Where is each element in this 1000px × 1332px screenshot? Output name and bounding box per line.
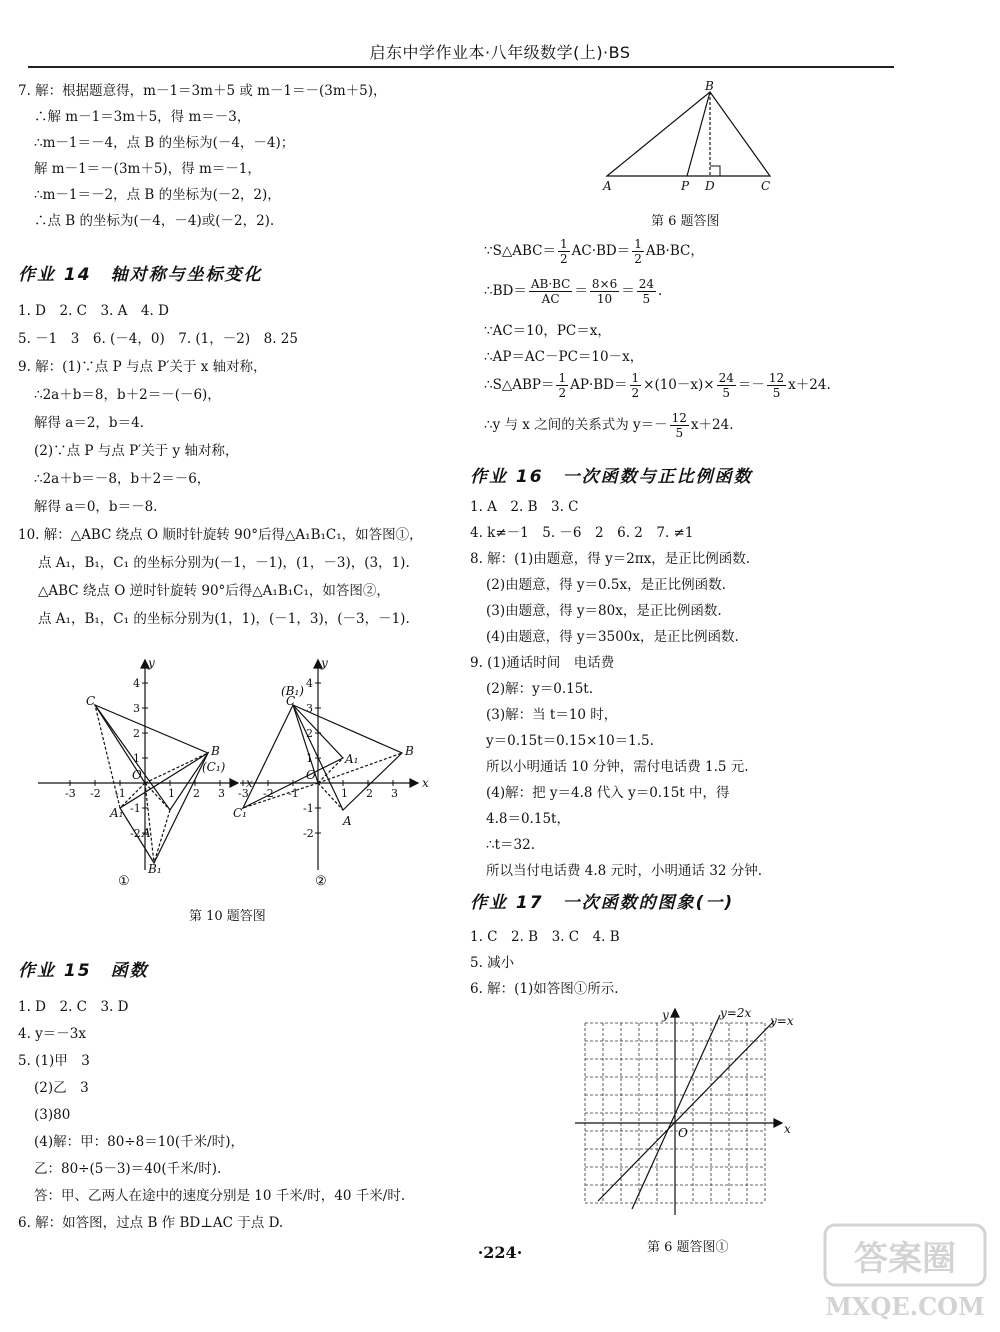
half-frac-1: $\frac{1}{2}$ — [559, 237, 568, 266]
svg-text:3: 3 — [133, 702, 140, 715]
fig17-caption: 第 6 题答图① — [647, 1240, 729, 1255]
s16-line-12: (4)解：把 y＝4.8 代入 y＝0.15t 中，得 — [486, 785, 730, 801]
svg-text:B₁: B₁ — [148, 862, 162, 876]
calc-line-4: ∴AP＝AC－PC＝10－x， — [484, 349, 644, 365]
figure-10 — [30, 655, 430, 890]
svg-text:O: O — [132, 768, 142, 782]
s16-line-3: 8. 解：(1)由题意，得 y＝2πx，是正比例函数. — [470, 551, 751, 567]
svg-text:-2: -2 — [263, 787, 274, 800]
svg-text:y: y — [321, 656, 328, 670]
svg-text:1: 1 — [133, 752, 140, 765]
svg-text:C₁: C₁ — [233, 806, 247, 820]
fig10-label-1: ① — [118, 874, 130, 889]
running-header: 启东中学作业本·八年级数学(上)·BS — [369, 43, 631, 62]
svg-text:C: C — [86, 694, 96, 708]
svg-text:-1: -1 — [303, 802, 314, 815]
q7-line-3: ∴m－1＝－4，点 B 的坐标为(－4，－4)； — [34, 135, 295, 151]
svg-text:O: O — [306, 768, 316, 782]
svg-text:-1: -1 — [288, 787, 299, 800]
section-14-title: 作业 14 轴对称与坐标变化 — [18, 265, 263, 285]
fig17-label-yx: y=x — [770, 1014, 794, 1028]
q7-line-4: 解 m－1＝－(3m＋5)，得 m＝－1， — [34, 161, 261, 177]
s15-line-6: (4)解：甲：80÷8＝10(千米/时)， — [34, 1134, 244, 1150]
s16-line-7: 9. (1)通话时间 电话费 — [470, 655, 615, 671]
s17-line-3: 6. 解：(1)如答图①所示. — [470, 981, 619, 997]
svg-text:-2: -2 — [130, 827, 141, 840]
calc-1-pre: ∵S△ABC＝ — [484, 243, 556, 259]
s14-line-8: 解得 a＝0，b＝－8. — [34, 499, 158, 515]
svg-text:4: 4 — [133, 677, 140, 690]
svg-text:答案圈: 答案圈 — [854, 1239, 956, 1279]
s16-line-15: 所以当付电话费 4.8 元时，小明通话 32 分钟. — [486, 863, 763, 879]
s14-line-6: (2)∵点 P 与点 P′关于 y 轴对称， — [34, 443, 239, 459]
svg-text:-1: -1 — [130, 802, 141, 815]
s16-line-5: (3)由题意，得 y＝80x，是正比例函数. — [486, 603, 722, 619]
s14-line-12: 点 A₁，B₁，C₁ 的坐标分别为(1，1)，(－1，3)，(－3，－1). — [38, 611, 410, 627]
fig6-point-A: A — [603, 179, 612, 193]
svg-text:-3: -3 — [65, 787, 76, 800]
figure-17-grid — [570, 1005, 800, 1220]
fig10-label-2: ② — [315, 874, 327, 889]
s14-line-7: ∴2a＋b＝－8，b＋2＝－6， — [34, 471, 211, 487]
s14-line-1: 1. D 2. C 3. A 4. D — [18, 303, 169, 319]
s16-line-9: (3)解：当 t＝10 时， — [486, 707, 618, 723]
figure-6 — [595, 78, 785, 198]
calc-line-6: ∴y 与 x 之间的关系式为 y＝－ $\frac{12}{5}$ x＋24. — [484, 411, 734, 440]
fig6-point-B: B — [705, 79, 714, 93]
svg-text:2: 2 — [366, 787, 373, 800]
header-rule — [28, 66, 894, 68]
svg-text:1: 1 — [341, 787, 348, 800]
s15-line-7: 乙：80÷(5－3)＝40(千米/时). — [34, 1161, 222, 1177]
s16-line-2: 4. k≠－1 5. －6 2 6. 2 7. ≠1 — [470, 525, 694, 541]
svg-text:2: 2 — [133, 727, 140, 740]
fig17-label-y2x: y=2x — [720, 1006, 752, 1020]
svg-text:y: y — [148, 656, 155, 670]
s16-line-11: 所以小明通话 10 分钟，需付电话费 1.5 元. — [486, 759, 749, 775]
fig6-point-D: D — [705, 179, 715, 193]
half-frac-2: $\frac{1}{2}$ — [634, 237, 642, 266]
fig17-axis-y: y — [662, 1008, 669, 1022]
svg-text:A₁: A₁ — [345, 752, 359, 766]
s14-line-10: 点 A₁，B₁，C₁ 的坐标分别为(－1，－1)，(1，－3)，(3，1). — [38, 555, 410, 571]
fig6-caption: 第 6 题答图 — [651, 214, 720, 229]
svg-text:A₁: A₁ — [110, 806, 124, 820]
s15-line-8: 答：甲、乙两人在途中的速度分别是 10 千米/时，40 千米/时. — [34, 1188, 406, 1204]
q7-line-2: ∴解 m－1＝3m＋5，得 m＝－3， — [34, 109, 251, 125]
section-17-title: 作业 17 一次函数的图象(一) — [470, 893, 735, 913]
svg-text:A: A — [343, 814, 352, 828]
s14-line-3: 9. 解：(1)∵点 P 与点 P′关于 x 轴对称， — [18, 359, 267, 375]
svg-text:3: 3 — [218, 787, 225, 800]
calc-line-2: ∴BD＝ $\frac{AB\cdot BC}{AC}$ ＝ $\frac{8\times 6}{10}$ ＝ $\frac{24}{5}$ . — [484, 277, 663, 306]
q7-line-5: ∴m－1＝－2，点 B 的坐标为(－2，2)， — [34, 187, 281, 203]
svg-text:B: B — [211, 744, 220, 758]
q7-line-6: ∴点 B 的坐标为(－4，－4)或(－2，2). — [34, 213, 275, 229]
s16-line-6: (4)由题意，得 y＝3500x，是正比例函数. — [486, 629, 739, 645]
svg-text:1: 1 — [306, 752, 313, 765]
s14-line-4: ∴2a＋b＝8，b＋2＝－(－6)， — [34, 387, 221, 403]
s16-line-14: ∴t＝32. — [486, 837, 535, 853]
fig6-point-P: P — [681, 179, 690, 193]
svg-text:-2: -2 — [303, 827, 314, 840]
svg-text:4: 4 — [306, 677, 313, 690]
s15-line-4: (2)乙 3 — [34, 1080, 89, 1096]
svg-text:(B₁): (B₁) — [281, 684, 304, 698]
svg-text:3: 3 — [306, 702, 313, 715]
fig10-caption: 第 10 题答图 — [189, 909, 266, 924]
svg-text:3: 3 — [391, 787, 398, 800]
svg-text:(C₁): (C₁) — [202, 760, 226, 774]
svg-text:1: 1 — [168, 787, 175, 800]
s16-line-8: (2)解：y＝0.15t. — [486, 681, 594, 697]
section-16-title: 作业 16 一次函数与正比例函数 — [470, 467, 753, 487]
svg-text:-1: -1 — [115, 787, 126, 800]
s15-line-9: 6. 解：如答图，过点 B 作 BD⊥AC 于点 D. — [18, 1215, 284, 1231]
s14-line-5: 解得 a＝2，b＝4. — [34, 415, 144, 431]
s15-line-2: 4. y＝－3x — [18, 1026, 87, 1042]
calc-line-1: ∵S△ABC＝ $\frac{1}{2}$ AC·BD＝ $\frac{1}{2}$ AB·BC， — [484, 237, 704, 266]
svg-text:2: 2 — [193, 787, 200, 800]
svg-text:-3: -3 — [238, 787, 249, 800]
calc-line-3: ∵AC＝10，PC＝x， — [484, 323, 611, 339]
s16-line-13: 4.8＝0.15t， — [486, 811, 570, 827]
s15-line-1: 1. D 2. C 3. D — [18, 999, 129, 1015]
svg-text:x: x — [246, 776, 253, 790]
fig17-origin: O — [678, 1126, 688, 1140]
s15-line-3: 5. (1)甲 3 — [18, 1053, 90, 1069]
page-number: ·224· — [477, 1243, 523, 1262]
section-15-title: 作业 15 函数 — [18, 961, 149, 981]
s17-line-1: 1. C 2. B 3. C 4. B — [470, 929, 620, 945]
s17-line-2: 5. 减小 — [470, 955, 515, 971]
svg-text:x: x — [422, 776, 429, 790]
calc-line-5: ∴S△ABP＝ $\frac{1}{2}$ AP·BD＝ $\frac{1}{2}$ ×(10－x)× $\frac{24}{5}$ ＝－ $\frac{12}{5}$ x＋24. — [484, 371, 831, 400]
svg-text:A: A — [142, 826, 151, 840]
svg-text:B: B — [405, 744, 414, 758]
watermark-logo — [820, 1220, 990, 1325]
s14-line-11: △ABC 绕点 O 逆时针旋转 90°后得△A₁B₁C₁，如答图②， — [38, 583, 390, 599]
fig6-point-C: C — [761, 179, 771, 193]
s14-line-9: 10. 解：△ABC 绕点 O 顺时针旋转 90°后得△A₁B₁C₁，如答图①， — [18, 527, 423, 543]
svg-text:MXQE.COM: MXQE.COM — [825, 1292, 985, 1321]
fig17-axis-x: x — [784, 1122, 791, 1136]
s15-line-5: (3)80 — [34, 1107, 71, 1123]
s16-line-10: y＝0.15t＝0.15×10＝1.5. — [486, 733, 654, 749]
svg-text:C: C — [286, 694, 296, 708]
s16-line-1: 1. A 2. B 3. C — [470, 499, 579, 515]
s16-line-4: (2)由题意，得 y＝0.5x，是正比例函数. — [486, 577, 726, 593]
svg-text:-2: -2 — [90, 787, 101, 800]
svg-text:2: 2 — [306, 727, 313, 740]
s14-line-2: 5. －1 3 6. (－4，0) 7. (1，－2) 8. 25 — [18, 331, 298, 347]
q7-line-1: 7. 解：根据题意得，m－1＝3m＋5 或 m－1＝－(3m＋5)， — [18, 83, 387, 99]
